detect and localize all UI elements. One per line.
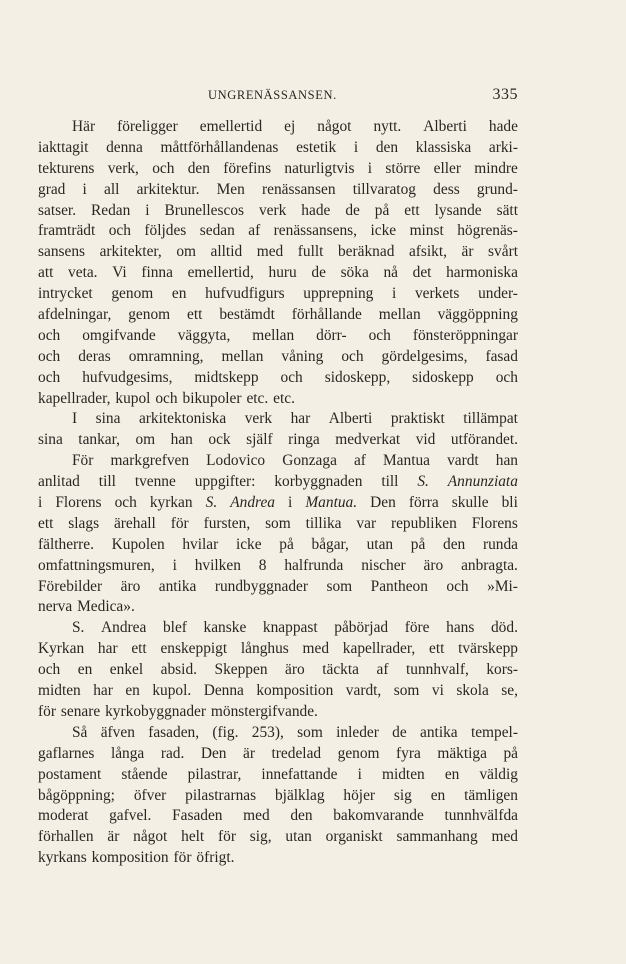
text-line: för senare kyrkobyggnader mönstergifvande. bbox=[38, 702, 318, 720]
text-line: i Florens och kyrkan S. Andrea i Mantua. Den förra skulle bli bbox=[38, 494, 518, 512]
text-line: Förebilder äro antika rundbyggnader som Pantheon och »Mi- bbox=[38, 577, 518, 595]
text-line: att veta. Vi finna emellertid, huru de söka nå det harmoniska bbox=[38, 264, 518, 282]
text-line: Här föreligger emellertid ej något nytt. Alberti hade bbox=[72, 118, 518, 135]
text-line: S. Andrea blef kanske knappast påbörjad före hans död. bbox=[72, 619, 518, 637]
text-line: satser. Redan i Brunellescos verk hade de på ett lysande sätt bbox=[38, 201, 518, 219]
text-line: För markgrefven Lodovico Gonzaga af Mantua vardt han bbox=[72, 452, 518, 470]
text-line: anlitad till tvenne uppgifter: korbyggnaden till S. Annunziata bbox=[38, 473, 518, 491]
text-line: Så äfven fasaden, (fig. 253), som inleder de antika tempel- bbox=[72, 723, 518, 741]
text-line: och hufvudgesims, midtskepp och sidoskepp, sidoskepp och bbox=[38, 368, 518, 386]
text-line: sansens arkitekter, om alltid med fullt beräknad afsikt, är svårt bbox=[38, 243, 518, 261]
page-number: 335 bbox=[492, 86, 518, 103]
text-line: tekturens verk, och den förefins naturligtvis i större eller mindre bbox=[38, 159, 518, 177]
text-line: midten har en kupol. Denna komposition vardt, som vi skola se, bbox=[38, 682, 518, 700]
text-line: gaflarnes långa rad. Den är tredelad genom fyra mäktiga på bbox=[38, 744, 518, 762]
text-line: fältherre. Kupolen hvilar icke på bågar, utan på den runda bbox=[38, 535, 518, 553]
text-line: och omgifvande väggyta, mellan dörr- och fönsteröppningar bbox=[38, 326, 518, 344]
text-line: och en enkel absid. Skeppen äro täckta af tunnhvalf, kors- bbox=[38, 661, 518, 679]
text-line: afdelningar, genom ett bestämdt förhållande mellan väggöppning bbox=[38, 306, 518, 324]
text-line: framträdt och följdes sedan af renässansens, icke minst högrenäs- bbox=[38, 222, 518, 240]
text-line: ett slags ärehall för fursten, som tillika var republiken Florens bbox=[38, 514, 518, 532]
body-text bbox=[38, 117, 518, 869]
text-line: moderat gafvel. Fasaden med den bakomvarande tunnhvälfda bbox=[38, 807, 518, 825]
text-line: Kyrkan har ett enskeppigt långhus med kapellrader, ett tvärskepp bbox=[38, 640, 518, 658]
running-head: UNGRENÄSSANSEN. bbox=[208, 88, 337, 102]
text-line: I sina arkitektoniska verk har Alberti praktiskt tillämpat bbox=[72, 410, 518, 428]
text-line: kapellrader, kupol och bikupoler etc. etc. bbox=[38, 389, 295, 407]
page-header bbox=[38, 86, 518, 108]
text-line: iakttagit denna måttförhållandenas estetik i den klassiska arki- bbox=[38, 138, 518, 156]
text-line: sina tankar, om han ock själf ringa medverkat vid utförandet. bbox=[38, 431, 518, 449]
text-line: postament stående pilastrar, innefattande i midten en väldig bbox=[38, 765, 518, 783]
text-line: intrycket genom en hufvudfigurs upprepning i verkets under- bbox=[38, 285, 518, 303]
text-line: omfattningsmuren, i hvilken 8 halfrunda nischer äro anbragta. bbox=[38, 556, 518, 574]
text-line: och deras omramning, mellan våning och gördelgesims, fasad bbox=[38, 347, 518, 365]
text-line: grad i all arkitektur. Men renässansen tillvaratog dess grund- bbox=[38, 180, 518, 198]
text-line: nerva Medica». bbox=[38, 598, 135, 616]
text-line: förhallen är något helt för sig, utan organiskt sammanhang med bbox=[38, 828, 518, 846]
text-line: kyrkans komposition för öfrigt. bbox=[38, 849, 235, 867]
text-line: bågöppning; öfver pilastrarnas bjälklag höjer sig en tämligen bbox=[38, 786, 518, 804]
